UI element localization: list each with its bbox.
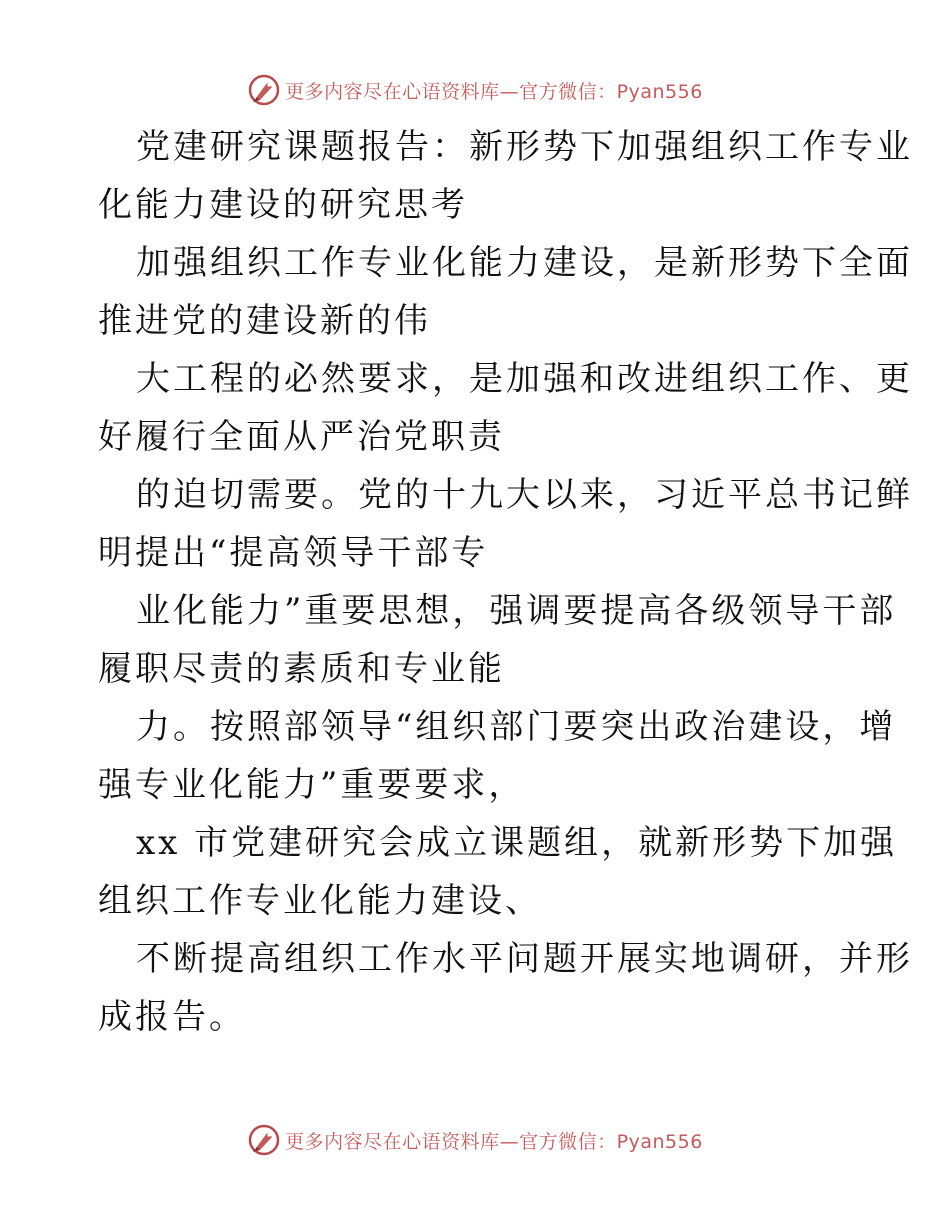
text-line: xx 市党建研究会成立课题组，就新形势下加强 bbox=[136, 823, 898, 863]
text-line: 明提出“提高领导干部专 bbox=[98, 533, 489, 573]
text-line: 的迫切需要。党的十九大以来，习近平总书记鲜 bbox=[136, 475, 913, 515]
watermark-text: 更多内容尽在心语资料库—官方微信：Pyan556 bbox=[285, 1130, 703, 1153]
text-line: 加强组织工作专业化能力建设，是新形势下全面 bbox=[136, 243, 913, 283]
text-line: 党建研究课题报告：新形势下加强组织工作专业 bbox=[136, 127, 913, 167]
text-line: 强专业化能力”重要要求， bbox=[98, 765, 526, 805]
text-line: 不断提高组织工作水平问题开展实地调研，并形 bbox=[136, 939, 913, 979]
text-line: 推进党的建设新的伟 bbox=[98, 301, 431, 341]
pen-nib-logo-icon bbox=[247, 1123, 281, 1157]
text-line: 成报告。 bbox=[98, 997, 246, 1037]
pen-nib-logo-icon bbox=[247, 73, 281, 107]
document-body bbox=[98, 118, 913, 1046]
text-line: 组织工作专业化能力建设、 bbox=[98, 881, 542, 921]
text-line: 大工程的必然要求，是加强和改进组织工作、更 bbox=[136, 359, 913, 399]
text-line: 力。按照部领导“组织部门要突出政治建设，增 bbox=[136, 707, 897, 747]
watermark-text: 更多内容尽在心语资料库—官方微信：Pyan556 bbox=[285, 80, 703, 103]
footer-watermark bbox=[0, 1122, 950, 1158]
text-line: 业化能力”重要思想，强调要提高各级领导干部 bbox=[136, 591, 897, 631]
text-line: 化能力建设的研究思考 bbox=[98, 185, 468, 225]
header-watermark bbox=[0, 72, 950, 108]
text-line: 好履行全面从严治党职责 bbox=[98, 417, 505, 457]
text-line: 履职尽责的素质和专业能 bbox=[98, 649, 505, 689]
